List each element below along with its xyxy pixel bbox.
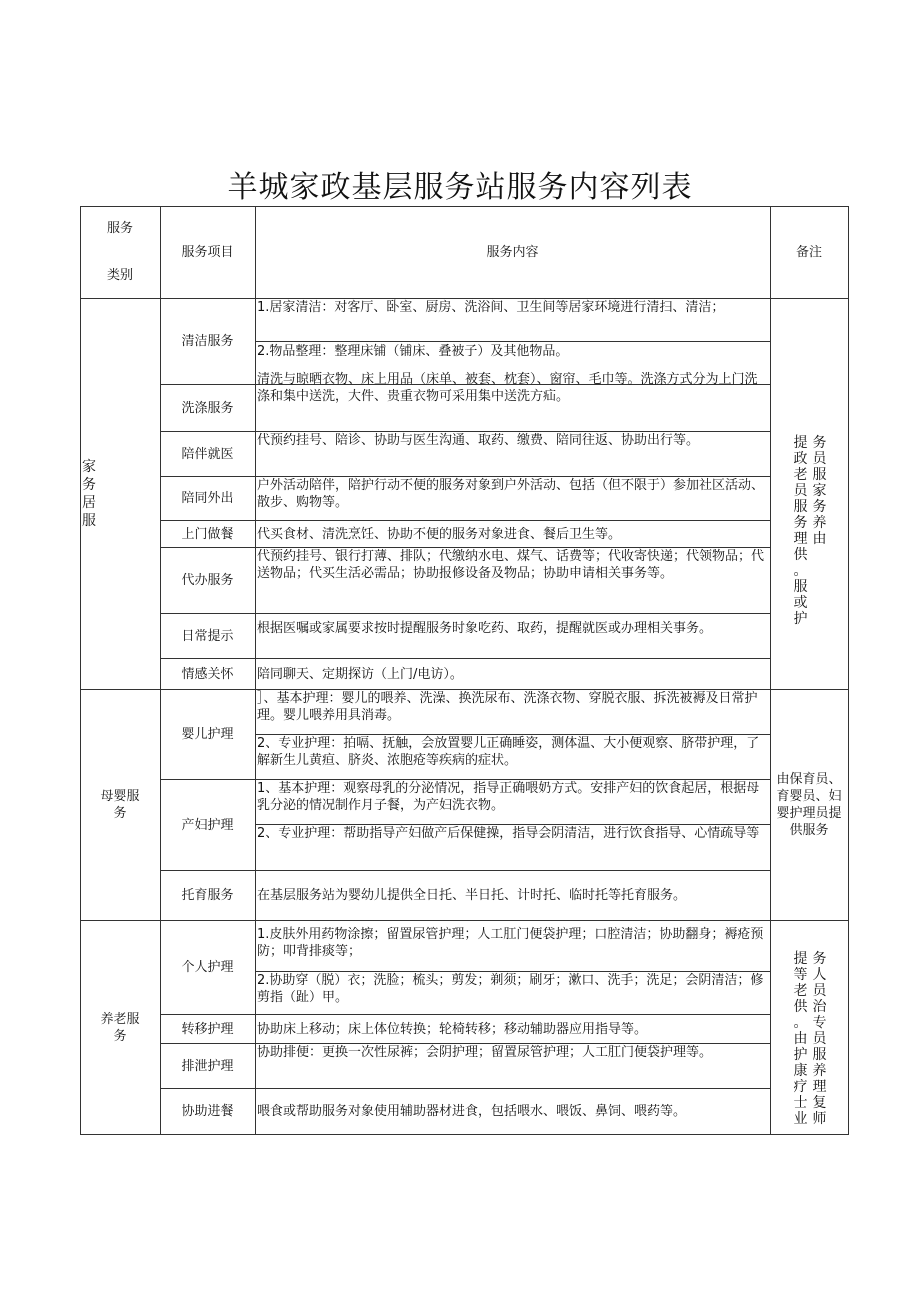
content-cell: 代预约挂号、银行打薄、排队；代缴纳水电、煤气、话费等；代收寄快递；代领物品；代送物品；代买生活必需品；协助报修设备及物品；协助申请相关事务等。 (257, 549, 765, 581)
remark-glyph: 养 (812, 1063, 827, 1079)
content-cell: 1.居家清洁：对客厅、卧室、厨房、洗浴间、卫生间等居家环境进行清扫、清洁； (257, 300, 725, 315)
content-cell: 清洗与晾晒衣物、床上用品（床单、被套、枕套）、窗帘、毛巾等。洗涤方式分为上门洗涤和集中送洗，大件、贵重衣物可采用集中送洗方疝。 (257, 372, 758, 404)
header-category (80, 206, 160, 298)
remark-glyph: 复 (812, 1095, 827, 1111)
content-cell: 代预约挂号、陪诊、协助与医生沟通、取药、缴费、陪同往返、协助出行等。 (257, 433, 700, 448)
remark-glyph: 。 (793, 1015, 808, 1031)
remark-glyph: 服 (812, 1047, 827, 1063)
remark-housekeeping (772, 299, 848, 689)
remark-elderly-care (772, 921, 848, 1134)
remark-glyph: 专 (812, 1015, 827, 1031)
divider-remark (770, 206, 771, 1135)
category-glyph: 居 (82, 495, 96, 511)
remark-glyph: 理 (812, 1079, 827, 1095)
header-category-line2: 类别 (106, 268, 133, 283)
item-daily-reminder: 日常提示 (181, 628, 234, 644)
remark-glyph: 由 (812, 531, 827, 547)
remark-glyph: 老 (793, 467, 808, 483)
content-cell: 1、基本护理：观察母乳的分泌情况，指导正确喂奶方式。安排产妇的饮食起居，根据母乳分泌的情况制作月子餐，为产妇洗衣物。 (257, 781, 760, 813)
item-transfer-care: 转移护理 (181, 1021, 234, 1037)
table-border-bottom (80, 1134, 849, 1135)
content-cell: 喂食或帮助服务对象使用辅助器材进食，包括喂水、喂饭、鼻饲、喂药等。 (257, 1104, 687, 1119)
remark-col-right (811, 951, 829, 1134)
item-errands: 代办服务 (181, 573, 234, 588)
category-maternal-infant: 母婴服务 (100, 789, 140, 821)
item-infant-care: 婴儿护理 (181, 727, 234, 742)
content-cell: 在基层服务站为婴幼儿提供全日托、半日托、计时托、临时托等托育服务。 (257, 888, 687, 903)
item-emotional-care: 情感关怀 (181, 666, 234, 682)
remark-glyph: 养 (812, 515, 827, 531)
header-category-line1: 服务 (106, 221, 133, 236)
remark-glyph: 由 (793, 1031, 808, 1047)
header-content: 服务内容 (486, 244, 539, 260)
content-cell: 2.协助穿（脱）衣；洗脸；梳头；剪发；剃须；刷牙；漱口、洗手；洗足；会阴清洁；修剪指（趾）甲。 (257, 973, 764, 1005)
content-cell: 1.皮肤外用药物涂擦；留置尿管护理；人工肛门便袋护理；口腔清洁；协助翻身；褥疮预防；叩背排痰等； (257, 927, 764, 959)
content-cell: 2、专业护理：帮助指导产妇做产后保健操，指导会阴清洁，进行饮食指导、心情疏导等 (257, 826, 760, 841)
item-home-cooking: 上门做餐 (181, 526, 234, 542)
category-glyph: 服 (82, 513, 96, 529)
page-title: 羊城家政基层服务站服务内容列表 (227, 170, 693, 205)
content-cell: 代买食材、清洗烹饪、协助不便的服务对象进食、餐后卫生等。 (257, 526, 622, 542)
content-cell: 2、专业护理：拍嗝、抚触，会放置婴儿正确睡姿，测体温、大小便观察、脐带护理，了解新生儿黄疸、脐炎、浓胞疮等疾病的症状。 (257, 736, 760, 768)
remark-glyph: 员 (812, 1031, 827, 1047)
remark-glyph: 务 (812, 435, 827, 451)
remark-glyph: 服 (812, 467, 827, 483)
remark-col-right (811, 435, 829, 689)
remark-glyph: 提 (793, 435, 808, 451)
content-cell: 户外活动陪伴，陪护行动不便的服务对象到户外活动、包括（但不限于）参加社区活动、散步、购物等。 (257, 478, 765, 510)
item-feeding-assist: 协助进餐 (181, 1104, 234, 1119)
remark-glyph: 务 (812, 951, 827, 967)
category-label (82, 458, 98, 530)
item-cleaning: 清洁服务 (181, 334, 234, 349)
content-cell: 协助排便：更换一次性尿裤；会阴护理；留置尿管护理；人工肛门便袋护理等。 (257, 1045, 713, 1060)
category-glyph: 家 (82, 459, 96, 475)
content-divider (255, 341, 770, 342)
remark-glyph: 员 (793, 483, 808, 499)
category-housekeeping (82, 458, 102, 530)
content-cell: 陪同聊天、定期探访（上门/电访）。 (257, 666, 463, 682)
remark-glyph: 业 (793, 1111, 808, 1127)
remark-glyph: 疗 (793, 1079, 808, 1095)
content-cell: 2.物品整理：整理床铺（铺床、叠被子）及其他物品。 (257, 344, 569, 359)
remark-glyph: 员 (812, 451, 827, 467)
content-cell: 协助床上移动；床上体位转换；轮椅转移；移动辅助器应用指导等。 (257, 1021, 648, 1037)
item-outing-escort: 陪同外出 (181, 491, 234, 506)
table-border-right (848, 206, 849, 1135)
remark-glyph: 服 (793, 579, 808, 595)
item-toileting-care: 排泄护理 (181, 1058, 234, 1074)
remark-glyph: 供 (793, 547, 808, 563)
remark-glyph: 护 (793, 611, 808, 627)
remark-glyph: 治 (812, 999, 827, 1015)
remark-glyph: 或 (793, 595, 808, 611)
remark-glyph: 供 (793, 999, 808, 1015)
remark-glyph: 务 (812, 499, 827, 515)
remark-glyph: 等 (793, 967, 808, 983)
remark-glyph: 老 (793, 983, 808, 999)
remark-glyph: 康 (793, 1063, 808, 1079)
remark-glyph: 护 (793, 1047, 808, 1063)
service-table (80, 206, 849, 1135)
remark-glyph: 。 (793, 563, 808, 579)
header-remark: 备注 (795, 244, 822, 260)
item-medical-escort: 陪伴就医 (181, 446, 234, 462)
remark-glyph: 士 (793, 1095, 808, 1111)
remark-glyph: 员 (812, 983, 827, 999)
remark-glyph: 人 (812, 967, 827, 983)
content-cell: 根据医嘱或家属要求按时提醒服务时象吃药、取药，提醒就医或办理相关事务。 (257, 621, 713, 636)
item-childcare: 托育服务 (181, 888, 234, 903)
remark-glyph: 务 (793, 515, 808, 531)
remark-maternal-infant: 由保育员、育婴员、妇婴护理员提供服务 (776, 772, 842, 838)
category-elderly-care: 养老服务 (100, 1011, 140, 1044)
remark-col-left (792, 951, 810, 1134)
item-laundry: 洗涤服务 (181, 400, 234, 416)
remark-glyph: 提 (793, 951, 808, 967)
item-personal-care: 个人护理 (181, 960, 234, 975)
remark-glyph: 服 (793, 499, 808, 515)
content-cell: ］、基本护理：婴儿的喂养、洗澡、换洗尿布、洗涤衣物、穿脱衣服、拆洗被褥及日常护理。婴儿喂养用具消毒。 (257, 691, 758, 723)
header-item: 服务项目 (181, 244, 234, 260)
remark-col-left (792, 435, 810, 689)
remark-glyph: 理 (793, 531, 808, 547)
remark-glyph: 家 (812, 483, 827, 499)
item-postpartum-care: 产妇护理 (181, 817, 234, 833)
category-glyph: 务 (82, 477, 96, 493)
remark-glyph: 师 (812, 1111, 827, 1127)
remark-glyph: 政 (793, 451, 808, 467)
